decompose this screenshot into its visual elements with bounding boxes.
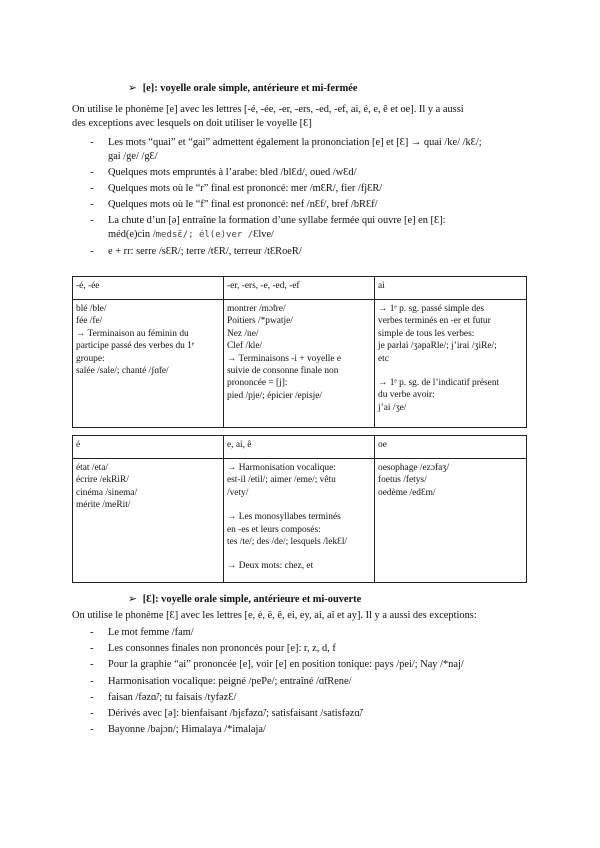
- list-item: [72, 166, 542, 180]
- section-heading-e: [128, 82, 357, 96]
- dash-bullet: -: [90, 166, 94, 178]
- table-cell: [375, 300, 527, 428]
- cell-spacer: [227, 548, 371, 560]
- list-item-text: Quelques mots où le “f” final est prononcé: nef /nƐf/, bref /bRƐf/: [108, 199, 378, 211]
- example-text-mono: medsɛ̃/; él(e)ver /: [155, 229, 254, 240]
- cell-line: en -es et leurs composés:: [227, 524, 321, 535]
- dash-bullet: -: [90, 182, 94, 194]
- cell-line: tes /te/; des /de/; lesquels /lekƐl/: [227, 537, 348, 548]
- cell-line: verbes terminés en -er et futur: [378, 316, 491, 327]
- list-item-text: La chute d’un [ə] entraîne la formation d’une syllabe fermée qui ouvre [e] en [Ɛ]:: [108, 215, 446, 227]
- list-item-text-mixed: [108, 228, 542, 243]
- cell-line: → Les monosyllabes terminés: [227, 512, 341, 523]
- list-item: [72, 214, 542, 242]
- cell-line: suivie de consonne finale non: [227, 366, 339, 377]
- cell-line: écrire /ekRiR/: [76, 475, 129, 486]
- cell-line: → 1ᵉ p. sg. de l’indicatif présent: [378, 378, 500, 389]
- spelling-table-2: [72, 435, 527, 583]
- cell-line: pied /pje/; épicier /episje/: [227, 390, 323, 401]
- cell-line: oedème /edƐm/: [378, 487, 436, 498]
- dash-bullet: -: [90, 659, 94, 671]
- dash-bullet: -: [90, 691, 94, 703]
- list-item: [72, 198, 542, 212]
- table-header-cell: oe: [375, 436, 527, 459]
- list-item-text: Le mot femme /fam/: [108, 627, 194, 638]
- cell-line: fée /fe/: [76, 316, 103, 327]
- dash-bullet: -: [90, 707, 94, 719]
- list-item: [72, 707, 542, 721]
- table-header-cell: ai: [375, 277, 527, 300]
- list-item: [72, 675, 542, 689]
- cell-line: → Terminaisons -i + voyelle e: [227, 353, 342, 364]
- list-item: [72, 626, 542, 640]
- list-item: [72, 245, 542, 259]
- exception-list-open-e: [72, 626, 542, 739]
- table-cell: [224, 300, 375, 428]
- arrow-bullet-icon: ➢: [128, 594, 137, 605]
- table-cell: [73, 300, 224, 428]
- cell-line: j’ai /ʒe/: [378, 402, 407, 413]
- cell-line: je parlai /ʒəpaRle/; j’irai /ʒiRe/;: [378, 341, 497, 352]
- intro-line: On utilise le phonème [Ɛ] avec les lettres [e, è, ë, ê, ei, ey, ai, aî et ay]. Il y a aussi des exceptions:: [72, 610, 477, 621]
- table-header-cell: e, ai, ê: [224, 436, 375, 459]
- list-item-text: e + rr: serre /sƐR/; terre /tƐR/, terreur /tƐRoeR/: [108, 246, 302, 258]
- exception-list-e: [72, 136, 542, 261]
- list-item-text: Dérivés avec [ə]: bienfaisant /bjɛ̃fəzɑ̃/; satisfaisant /satisfəzɑ̃/: [108, 707, 363, 719]
- cell-line: état /eta/: [76, 463, 109, 473]
- section-title: [e]: voyelle orale simple, antérieure et mi-fermée: [142, 83, 358, 94]
- table-cell: [73, 459, 224, 583]
- example-text: Ɛlve/: [253, 228, 274, 240]
- list-item: [72, 723, 542, 737]
- table-header-cell: -é, -ée: [73, 277, 224, 300]
- cell-line: Clef /kle/: [227, 341, 263, 352]
- section-title: [Ɛ]: voyelle orale simple, antérieure et mi-ouverte: [142, 594, 362, 605]
- spelling-table-1: [72, 276, 527, 428]
- arrow-bullet-icon: ➢: [128, 83, 137, 94]
- list-item-text: Pour la graphie “ai” prononcée [e], voir [e] en position tonique: pays /pei/; Nay /*naj/: [108, 659, 464, 671]
- intro-line: On utilise le phonème [e] avec les lettres [-é, -ée, -er, -ers, -ed, -ef, ai, é, e, ê et oe]. Il y a aussi: [72, 104, 464, 115]
- section-heading-open-e: [128, 593, 361, 607]
- cell-line: groupe:: [76, 353, 105, 364]
- list-item: [72, 136, 542, 163]
- cell-line: simple de tous les verbes:: [378, 328, 475, 339]
- cell-spacer: [378, 365, 523, 377]
- list-item-text: Quelques mots où le “r” final est prononcé: mer /mƐR/, fier /fjƐR/: [108, 182, 383, 194]
- dash-bullet: -: [90, 627, 94, 638]
- cell-line: du verbe avoir:: [378, 390, 435, 401]
- list-item-text: Harmonisation vocalique: peigné /pePe/; entraîné /ɑ̃tRene/: [108, 675, 352, 687]
- list-item-text: Les mots “quai” et “gai” admettent également la prononciation [e] et [Ɛ] → quai /ke/ /kƐ/;: [108, 137, 482, 148]
- dash-bullet: -: [90, 643, 94, 655]
- dash-bullet: -: [90, 199, 94, 211]
- intro-line: des exceptions avec lesquels on doit utiliser le voyelle [Ɛ]: [72, 117, 312, 129]
- list-item-text: faisan /fəzɑ̃/; tu faisais /tyfəzƐ/: [108, 691, 237, 703]
- cell-line: prononcée = [j]:: [227, 378, 288, 389]
- table-cell: [375, 459, 527, 583]
- dash-bullet: -: [90, 246, 94, 258]
- dash-bullet: -: [90, 137, 94, 148]
- cell-line: → 1ᵉ p. sg. passé simple des: [378, 304, 485, 314]
- list-item-text: Quelques mots empruntés à l’arabe: bled /blƐd/, oued /wƐd/: [108, 166, 357, 178]
- table-header-cell: -er, -ers, -e, -ed, -ef: [224, 277, 375, 300]
- cell-line: est-il /etil/; aimer /eme/; vêtu: [227, 475, 336, 486]
- cell-line: etc: [378, 353, 389, 364]
- intro-paragraph-e: [72, 103, 540, 130]
- list-item: [72, 658, 542, 672]
- cell-line: blé /ble/: [76, 304, 107, 314]
- cell-line: mérite /meRit/: [76, 500, 131, 511]
- list-item: [72, 182, 542, 196]
- dash-bullet: -: [90, 675, 94, 687]
- table-header-cell: é: [73, 436, 224, 459]
- cell-spacer: [227, 499, 371, 511]
- cell-line: → Deux mots: chez, et: [227, 561, 314, 572]
- example-text: méd(e)cin /: [108, 228, 156, 240]
- cell-line: Poitiers /*pwatje/: [227, 316, 293, 327]
- cell-line: /vety/: [227, 487, 249, 498]
- cell-line: montrer /mɔ̃tre/: [227, 304, 286, 314]
- list-item-text: Bayonne /bajɔn/; Himalaya /*imalaja/: [108, 724, 266, 736]
- cell-line: oesophage /ezɔfaʒ/: [378, 463, 450, 473]
- list-item: [72, 642, 542, 656]
- cell-line: cinéma /sinema/: [76, 487, 138, 498]
- intro-paragraph-open-e: [72, 609, 540, 623]
- cell-line: foetus /fetys/: [378, 475, 427, 486]
- table-cell: [224, 459, 375, 583]
- list-item-text: Les consonnes finales non prononcés pour [e]: r, z, d, f: [108, 643, 336, 655]
- list-item: [72, 691, 542, 705]
- dash-bullet: -: [90, 215, 94, 227]
- dash-bullet: -: [90, 724, 94, 736]
- cell-line: salée /sale/; chanté /ʃɑ̃te/: [76, 366, 169, 377]
- cell-line: → Harmonisation vocalique:: [227, 463, 336, 473]
- cell-line: participe passé des verbes du 1ᵉ: [76, 341, 195, 352]
- cell-line: → Terminaison au féminin du: [76, 328, 189, 339]
- cell-line: Nez /ne/: [227, 328, 259, 339]
- list-item-text: gai /ge/ /gƐ/: [108, 150, 158, 162]
